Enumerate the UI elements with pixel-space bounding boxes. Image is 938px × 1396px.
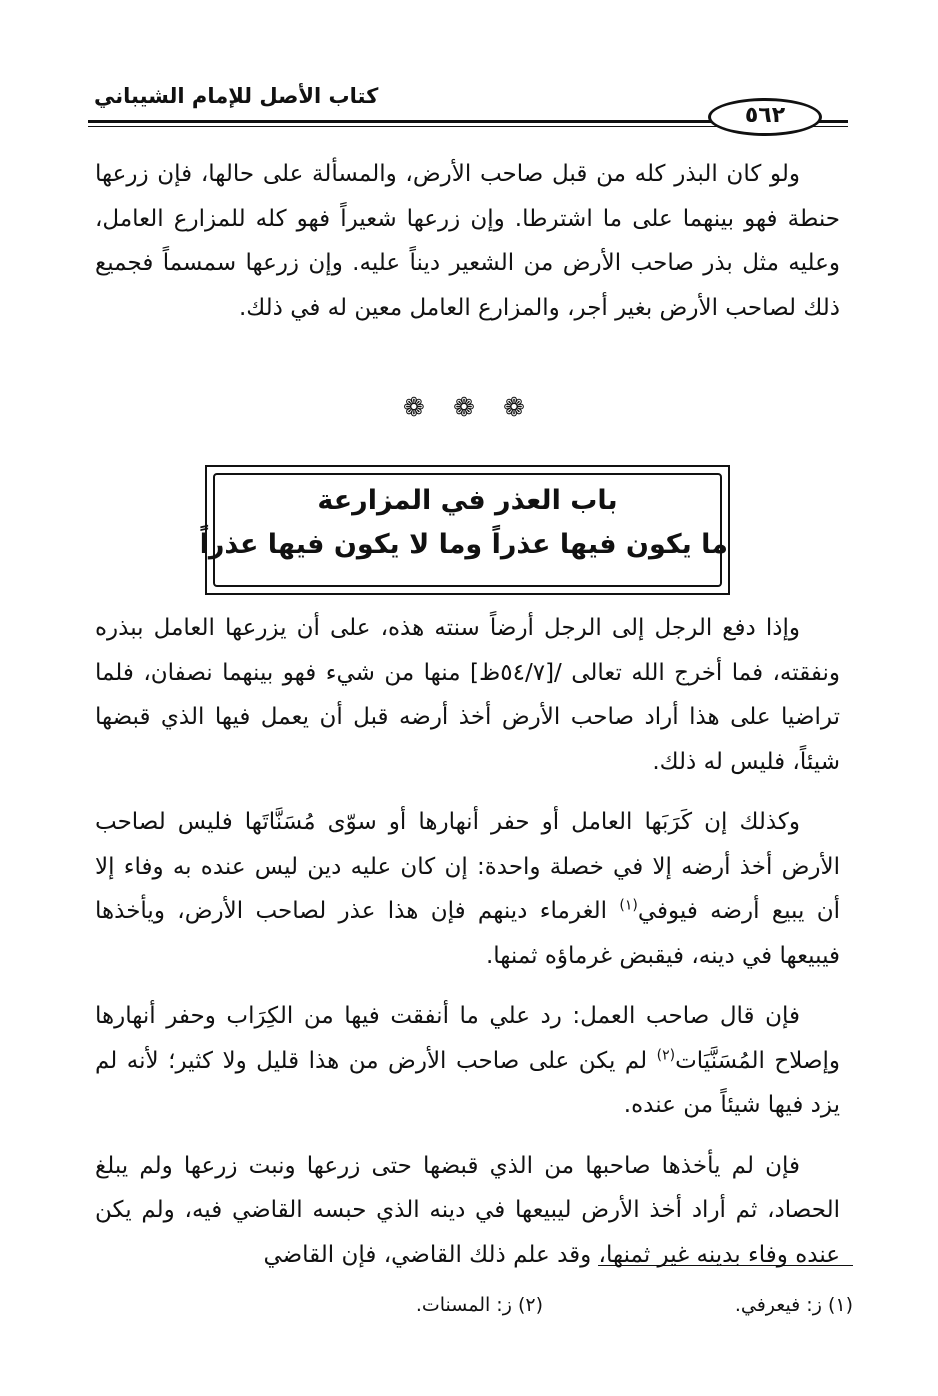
- footnote-1-mark: (١): [827, 1294, 853, 1316]
- section-ornament: ❁ ❁ ❁: [403, 393, 535, 423]
- paragraph-2: [95, 800, 840, 978]
- footnote-2-text: ز: المسنات.: [415, 1294, 512, 1316]
- intro-text: [95, 152, 840, 330]
- paragraph-4: فإن لم يأخذها صاحبها من الذي قبضها حتى زرعها ونبت زرعها ولم يبلغ الحصاد، ثم أراد أخذ الأرض ليبيعها في دينه الذي حبسه القاضي فيه، ولم يكن عنده وفاء بدينه غير ثمنها، وقد علم ذلك القاضي، فإن القاضي: [95, 1152, 840, 1268]
- main-text: [95, 606, 840, 1277]
- chapter-title-box: [199, 465, 730, 595]
- paragraph-3-before: فإن قال صاحب العمل: رد علي ما أنفقت فيها من الكِرَاب وحفر أنهارها وإصلاح المُسَنَّيَات: [95, 1003, 840, 1074]
- chapter-title: باب العذر في المزارعة: [317, 485, 618, 516]
- paragraph-2-after: الغرماء دينهم فإن هذا عذر لصاحب الأرض، ويأخذها فيبيعها في دينه، فيقبض غرماؤه ثمنها.: [95, 898, 840, 969]
- footnote-ref-1[interactable]: (١): [619, 897, 638, 914]
- paragraph-3: [95, 994, 840, 1128]
- running-title: كتاب الأصل للإمام الشيباني: [88, 84, 384, 108]
- footnote-1-text: ز: فيعرفي.: [734, 1294, 822, 1316]
- page-number: ٥٦٢: [708, 98, 822, 136]
- paragraph-intro: ولو كان البذر كله من قبل صاحب الأرض، والمسألة على حالها، فإن زرعها حنطة فهو بينهما على ما اشترطا. وإن زرعها شعيراً فهو كله للمزارع العامل، وعليه مثل بذر صاحب الأرض من الشعير ديناً عليه. وإن زرعها سمسماً فجميع ذلك لصاحب الأرض بغير أجر، والمزارع العامل معين له في ذلك.: [95, 161, 840, 321]
- footnote-ref-2[interactable]: (٢): [656, 1046, 676, 1063]
- paragraph-3-after: لم يكن على صاحب الأرض من هذا قليل ولا كثير؛ لأنه لم يزد فيها شيئاً من عنده.: [95, 1047, 840, 1118]
- paragraph-1: وإذا دفع الرجل إلى الرجل أرضاً سنته هذه، على أن يزرعها العامل ببذره ونفقته، فما أخرج الله تعالى /[٥٤/٧ظ] منها من شيء فهو بينهما نصفان، فلما تراضيا على هذا أراد صاحب الأرض أخذ أرضه قبل أن يعمل فيها الذي قبضها شيئاً، فليس له ذلك.: [95, 615, 840, 775]
- footnote-separator: [598, 1265, 853, 1266]
- footnote-1: [735, 1290, 853, 1320]
- chapter-subtitle: ما يكون فيها عذراً وما لا يكون فيها عذراً: [199, 529, 728, 560]
- page-header: [88, 70, 848, 130]
- footnote-2-mark: (٢): [517, 1294, 543, 1316]
- footnote-2: [416, 1290, 543, 1320]
- paragraph-2-before: وكذلك إن كَرَبَها العامل أو حفر أنهارها أو سوّى مُسَنَّاتَها فليس لصاحب الأرض أخذ أرضه إلا في خصلة واحدة: إن كان عليه دين ليس عنده به وفاء إلا أن يبيع أرضه فيوفي: [95, 809, 841, 924]
